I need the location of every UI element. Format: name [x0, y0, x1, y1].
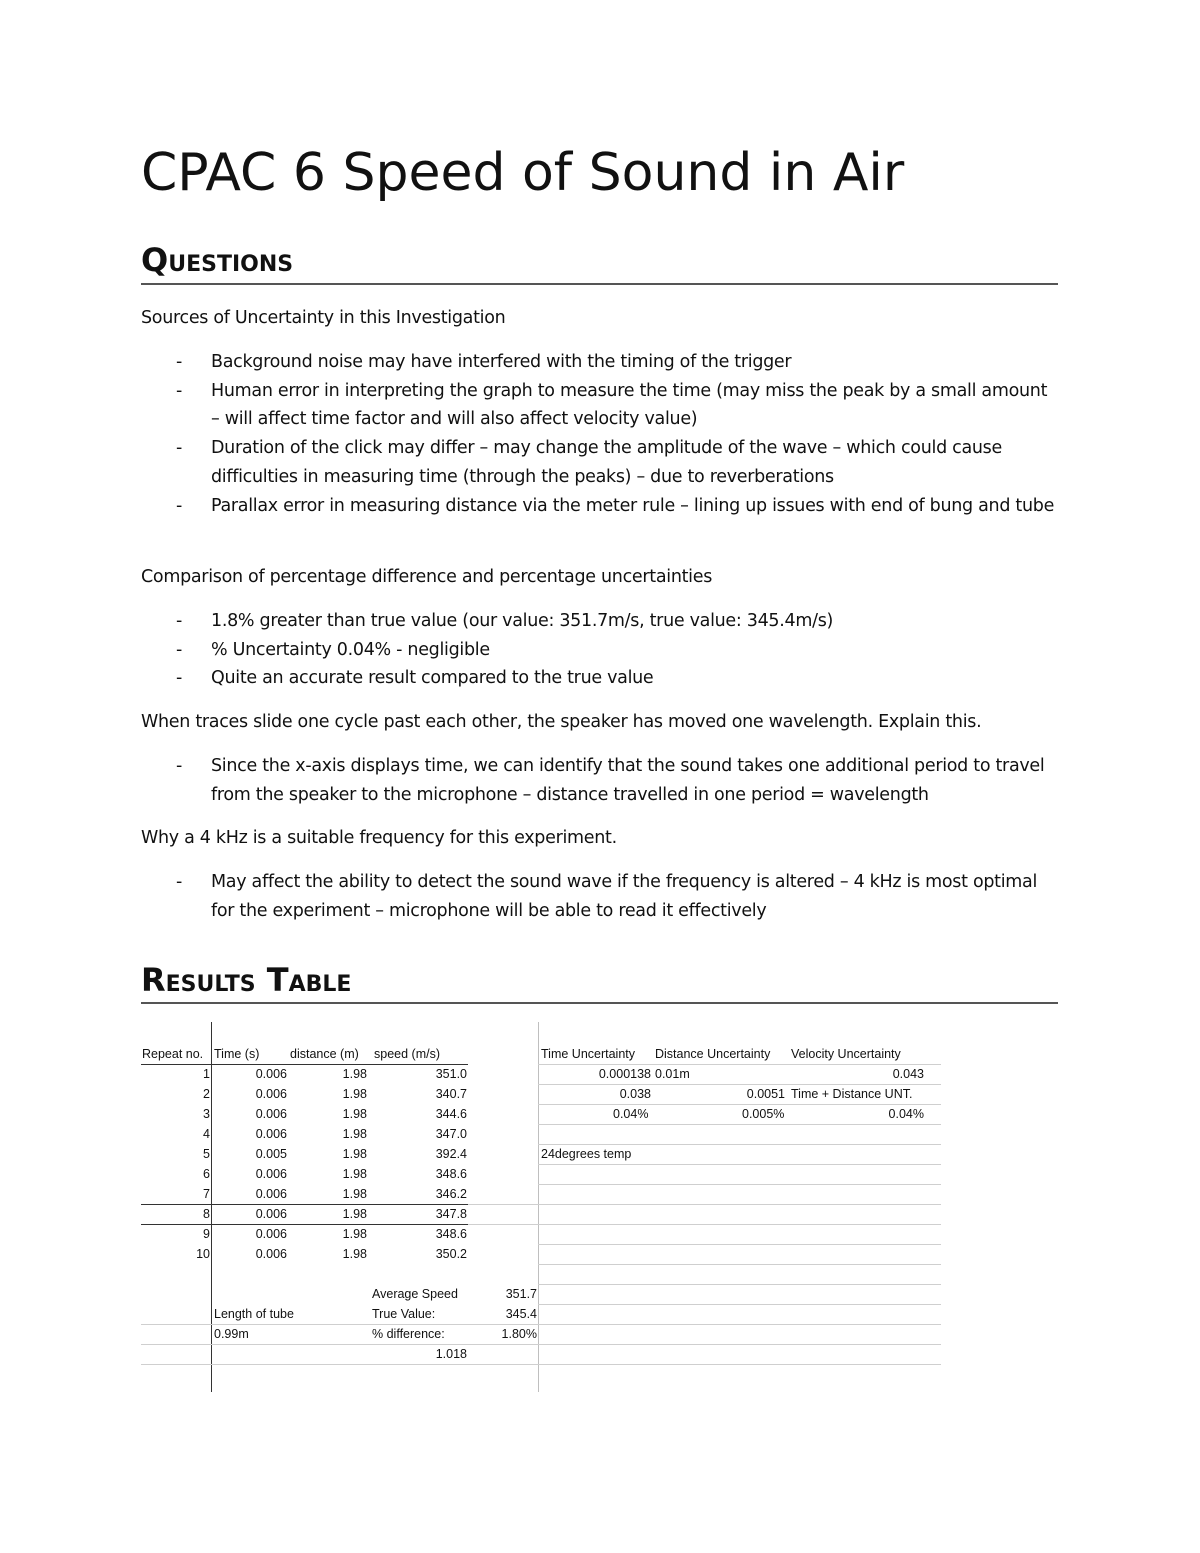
answer-list	[141, 607, 1058, 693]
header-time: Time (s)	[214, 1047, 260, 1061]
question-block	[141, 824, 1058, 925]
repeat-number: 6	[203, 1167, 210, 1181]
row-line	[468, 1224, 941, 1225]
dash-bullet-icon: -	[176, 438, 183, 459]
distance-value: 1.98	[342, 1127, 367, 1141]
time-value: 0.006	[255, 1067, 287, 1081]
dash-bullet-icon: -	[176, 872, 183, 892]
distance-value: 1.98	[342, 1067, 367, 1081]
temperature-note: 24degrees temp	[541, 1147, 632, 1161]
time-uncertainty-percent: 0.04%	[613, 1107, 649, 1121]
distance-value: 1.98	[342, 1207, 367, 1221]
distance-value: 1.98	[342, 1247, 367, 1261]
results-spreadsheet	[141, 1022, 941, 1392]
time-value: 0.006	[255, 1207, 287, 1221]
distance-value: 1.98	[342, 1167, 367, 1181]
answer-item: - Duration of the click may differ – may change the amplitude of the wave – which could cause difficulties in measuring time (through the peaks) – due to reverberations	[141, 434, 1058, 491]
repeat-number: 10	[196, 1247, 210, 1261]
row-line	[538, 1264, 941, 1265]
time-uncertainty-ratio: 0.038	[619, 1087, 651, 1101]
header-distance: distance (m)	[290, 1047, 359, 1061]
dash-bullet-icon: -	[176, 380, 183, 401]
dash-bullet-icon: -	[176, 639, 183, 660]
question-prompt: Comparison of percentage difference and percentage uncertainties	[141, 567, 713, 587]
answer-item: - % Uncertainty 0.04% - negligible	[141, 636, 1058, 665]
true-value-label: True Value:	[372, 1307, 436, 1321]
answer-item: - May affect the ability to detect the sound wave if the frequency is altered – 4 kHz is most optimal for the experiment – microphone will be able to read it effectively	[141, 868, 1058, 925]
time-value: 0.006	[255, 1247, 287, 1261]
answer-list	[141, 868, 1058, 925]
time-value: 0.005	[255, 1147, 287, 1161]
repeat-number: 1	[203, 1067, 210, 1081]
header-velocity-uncertainty: Velocity Uncertainty	[791, 1047, 901, 1061]
speed-value: 350.2	[435, 1247, 467, 1261]
question-prompt: Sources of Uncertainty in this Investigation	[141, 308, 506, 328]
average-speed-label: Average Speed	[372, 1287, 458, 1301]
repeat-number: 9	[203, 1227, 210, 1241]
repeat-number: 7	[203, 1187, 210, 1201]
speed-value: 348.6	[435, 1167, 467, 1181]
dash-bullet-icon: -	[176, 495, 183, 516]
row-line	[538, 1184, 941, 1185]
repeat-number: 2	[203, 1087, 210, 1101]
speed-value: 347.8	[435, 1207, 467, 1221]
uncertainty-note: Time + Distance UNT.	[791, 1087, 913, 1101]
question-block	[141, 563, 1058, 693]
distance-value: 1.98	[342, 1187, 367, 1201]
header-time-uncertainty: Time Uncertainty	[541, 1047, 636, 1061]
question-block	[141, 304, 1058, 520]
speed-value: 340.7	[435, 1087, 467, 1101]
distance-value: 1.98	[342, 1087, 367, 1101]
distance-value: 1.98	[342, 1227, 367, 1241]
time-value: 0.006	[255, 1227, 287, 1241]
dash-bullet-icon: -	[176, 352, 183, 372]
answer-list	[141, 348, 1058, 520]
time-value: 0.006	[255, 1187, 287, 1201]
header-distance-uncertainty: Distance Uncertainty	[655, 1047, 771, 1061]
answer-item: - Parallax error in measuring distance via the meter rule – lining up issues with end of bung and tube	[141, 492, 1058, 521]
repeat-number: 4	[203, 1127, 210, 1141]
column-divider	[538, 1022, 539, 1392]
row-line	[538, 1284, 941, 1285]
speed-value: 392.4	[435, 1147, 467, 1161]
answer-item: - Quite an accurate result compared to the true value	[141, 664, 1058, 693]
repeat-number: 8	[203, 1207, 210, 1221]
distance-uncertainty-ratio: 0.0051	[746, 1087, 785, 1101]
question-prompt: When traces slide one cycle past each other, the speaker has moved one wavelength. Explain this.	[141, 712, 982, 732]
speed-ratio-value: 1.018	[435, 1347, 467, 1361]
answer-item: - Human error in interpreting the graph to measure the time (may miss the peak by a small amount – will affect time factor and will also affect velocity value)	[141, 377, 1058, 434]
repeat-number: 3	[203, 1107, 210, 1121]
speed-value: 347.0	[435, 1127, 467, 1141]
velocity-uncertainty-value: 0.043	[892, 1067, 924, 1081]
row-line	[538, 1124, 941, 1125]
row-line	[141, 1364, 941, 1365]
percent-difference-value: 1.80%	[501, 1327, 537, 1341]
dash-bullet-icon: -	[176, 756, 183, 776]
header-speed: speed (m/s)	[374, 1047, 440, 1061]
row-line	[538, 1164, 941, 1165]
distance-value: 1.98	[342, 1147, 367, 1161]
answer-item: - Since the x-axis displays time, we can identify that the sound takes one additional period to travel from the speaker to the microphone – distance travelled in one period = wavelength	[141, 752, 1058, 809]
header-repeat-no: Repeat no.	[142, 1047, 204, 1061]
time-value: 0.006	[255, 1127, 287, 1141]
questions-heading: Questions	[141, 240, 1058, 285]
row-line	[141, 1324, 941, 1325]
distance-uncertainty-percent: 0.005%	[742, 1107, 785, 1121]
speed-value: 348.6	[435, 1227, 467, 1241]
time-value: 0.006	[255, 1087, 287, 1101]
length-of-tube-value: 0.99m	[214, 1327, 249, 1341]
distance-value: 1.98	[342, 1107, 367, 1121]
dash-bullet-icon: -	[176, 611, 183, 631]
question-block	[141, 708, 1058, 809]
length-of-tube-label: Length of tube	[214, 1307, 294, 1321]
average-speed-value: 351.7	[505, 1287, 537, 1301]
question-prompt: Why a 4 kHz is a suitable frequency for this experiment.	[141, 828, 617, 848]
velocity-uncertainty-percent: 0.04%	[888, 1107, 924, 1121]
answer-item: - 1.8% greater than true value (our value: 351.7m/s, true value: 345.4m/s)	[141, 607, 1058, 636]
percent-difference-label: % difference:	[372, 1327, 445, 1341]
document-title: CPAC 6 Speed of Sound in Air	[141, 143, 905, 203]
row-line	[538, 1244, 941, 1245]
time-value: 0.006	[255, 1107, 287, 1121]
row-line	[141, 1344, 941, 1345]
true-value: 345.4	[505, 1307, 537, 1321]
answer-list	[141, 752, 1058, 809]
distance-uncertainty-value: 0.01m	[655, 1067, 690, 1081]
dash-bullet-icon: -	[176, 668, 183, 689]
results-heading: Results Table	[141, 960, 1058, 1004]
speed-value: 346.2	[435, 1187, 467, 1201]
time-value: 0.006	[255, 1167, 287, 1181]
row-line	[538, 1304, 941, 1305]
speed-value: 344.6	[435, 1107, 467, 1121]
answer-item: - Background noise may have interfered with the timing of the trigger	[141, 348, 1058, 377]
speed-value: 351.0	[435, 1067, 467, 1081]
time-uncertainty-value: 0.000138	[598, 1067, 651, 1081]
repeat-number: 5	[203, 1147, 210, 1161]
